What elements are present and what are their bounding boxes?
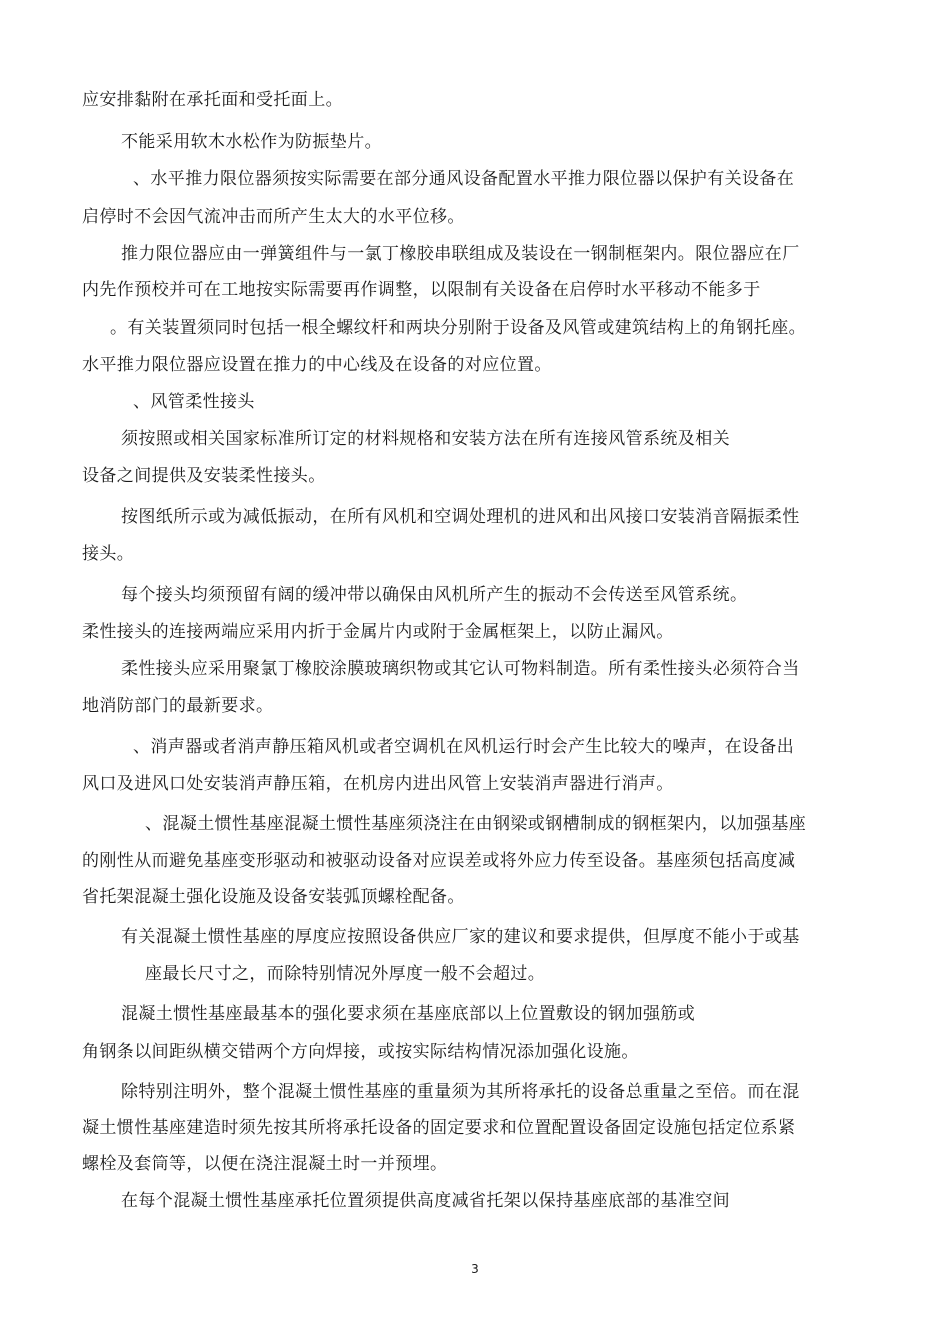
text-line: 省托架混凝土强化设施及设备安装弧顶螺栓配备。 — [82, 887, 465, 907]
text-line: 柔性接头应采用聚氯丁橡胶涂膜玻璃织物或其它认可物料制造。所有柔性接头必须符合当 — [121, 659, 800, 679]
text-line: 应安排黏附在承托面和受托面上。 — [82, 90, 343, 110]
text-line: 设备之间提供及安装柔性接头。 — [82, 466, 326, 486]
text-line: 每个接头均须预留有阔的缓冲带以确保由风机所产生的振动不会传送至风管系统。 — [121, 585, 748, 605]
text-line: 、风管柔性接头 — [133, 392, 255, 412]
text-line: 座最长尺寸之，而除特别情况外厚度一般不会超过。 — [145, 964, 546, 984]
text-line: 接头。 — [82, 544, 135, 564]
text-line: 不能采用软木水松作为防振垫片。 — [121, 132, 382, 152]
text-line: 凝土惯性基座建造时须先按其所将承托设备的固定要求和位置配置设备固定设施包括定位系紧 — [82, 1118, 796, 1138]
text-line: 。有关装置须同时包括一根全螺纹杆和两块分别附于设备及风管或建筑结构上的角钢托座。 — [110, 318, 806, 338]
text-line: 的刚性从而避免基座变形驱动和被驱动设备对应误差或将外应力传至设备。基座须包括高度减 — [82, 851, 796, 871]
text-line: 风口及进风口处安装消声静压箱，在机房内进出风管上安装消声器进行消声。 — [82, 774, 674, 794]
text-line: 水平推力限位器应设置在推力的中心线及在设备的对应位置。 — [82, 355, 552, 375]
text-line: 在每个混凝土惯性基座承托位置须提供高度减省托架以保持基座底部的基准空间 — [121, 1191, 730, 1211]
text-line: 推力限位器应由一弹簧组件与一氯丁橡胶串联组成及装设在一钢制框架内。限位器应在厂 — [121, 244, 800, 264]
text-line: 除特别注明外，整个混凝土惯性基座的重量须为其所将承托的设备总重量之至倍。而在混 — [121, 1082, 800, 1102]
text-line: 螺栓及套筒等，以便在浇注混凝土时一并预埋。 — [82, 1154, 448, 1174]
text-line: 有关混凝土惯性基座的厚度应按照设备供应厂家的建议和要求提供，但厚度不能小于或基 — [121, 927, 800, 947]
text-line: 启停时不会因气流冲击而所产生太大的水平位移。 — [82, 207, 465, 227]
text-line: 地消防部门的最新要求。 — [82, 696, 274, 716]
text-line: 、水平推力限位器须按实际需要在部分通风设备配置水平推力限位器以保护有关设备在 — [133, 169, 795, 189]
text-line: 混凝土惯性基座最基本的强化要求须在基座底部以上位置敷设的钢加强筋或 — [121, 1004, 696, 1024]
text-line: 内先作预校并可在工地按实际需要再作调整，以限制有关设备在启停时水平移动不能多于 — [82, 280, 761, 300]
text-line: 角钢条以间距纵横交错两个方向焊接，或按实际结构情况添加强化设施。 — [82, 1042, 639, 1062]
text-line: 、混凝土惯性基座混凝土惯性基座须浇注在由钢梁或钢槽制成的钢框架内，以加强基座 — [145, 814, 807, 834]
text-line: 须按照或相关国家标准所订定的材料规格和安装方法在所有连接风管系统及相关 — [121, 429, 730, 449]
text-line: 、消声器或者消声静压箱风机或者空调机在风机运行时会产生比较大的噪声，在设备出 — [133, 737, 795, 757]
text-line: 柔性接头的连接两端应采用内折于金属片内或附于金属框架上，以防止漏风。 — [82, 622, 674, 642]
text-line: 按图纸所示或为减低振动，在所有风机和空调处理机的进风和出风接口安装消音隔振柔性 — [121, 507, 800, 527]
page-number: 3 — [471, 1262, 479, 1276]
